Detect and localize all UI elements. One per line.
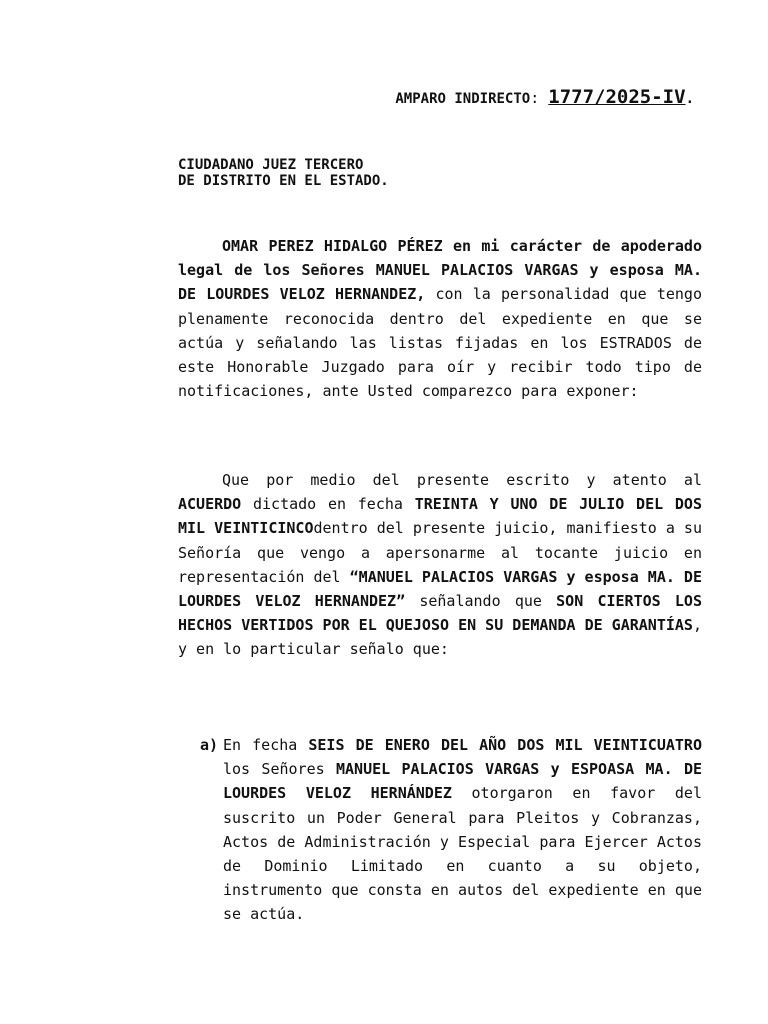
item-bold-date: SEIS DE ENERO DEL AÑO DOS MIL VEINTICUATRO: [308, 736, 702, 754]
statement-bold-date: TREINTA Y UNO DE JULIO DEL DOS MIL VEINTICINCO: [178, 495, 702, 538]
list-item-content: [223, 733, 702, 927]
statement-bold-claim: SON CIERTOS LOS HECHOS VERTIDOS POR EL QUEJOSO EN SU DEMANDA DE GARANTÍAS: [178, 592, 702, 635]
statement-bold-parties: “MANUEL PALACIOS VARGAS y esposa MA. DE LOURDES VELOZ HERNANDEZ”: [178, 567, 702, 611]
case-reference: [395, 86, 694, 108]
list-item-a: [200, 733, 702, 927]
case-separator: :: [530, 89, 540, 107]
statement-text-1: Que por medio del presente escrito y atento al: [222, 471, 702, 489]
case-number: 1777/2025-IV: [548, 86, 686, 108]
addressee-line-2: DE DISTRITO EN EL ESTADO.: [178, 173, 389, 189]
statement-text-4: señalando que: [405, 592, 557, 611]
paragraph-statement: [178, 468, 702, 662]
statement-text-5: , y en lo particular señalo que:: [178, 616, 702, 659]
list-marker: a): [200, 736, 219, 754]
case-label: AMPARO INDIRECTO: [395, 91, 531, 107]
item-text-2: los Señores: [223, 760, 336, 779]
addressee-block: [178, 157, 389, 189]
statement-text-3: dentro del presente juicio, manifiesto a su Señoría que vengo a apersonarme al tocante juicio en representación del: [178, 519, 702, 586]
addressee-line-1: CIUDADANO JUEZ TERCERO: [178, 157, 364, 173]
paragraph-intro-bold: OMAR PEREZ HIDALGO PÉREZ en mi carácter de apoderado legal de los Señores MANUEL PALACIOS VARGAS y esposa MA. DE LOURDES VELOZ HERNANDEZ,: [178, 237, 702, 304]
case-suffix: .: [685, 91, 694, 107]
paragraph-intro-text: con la personalidad que tengo plenamente reconocida dentro del expediente en que se actúa y señalando las listas fijadas en los ESTRADOS de este Honorable Juzgado para oír y recibir todo tipo de notificaciones, ante Usted comparezco para exponer:: [178, 285, 702, 401]
item-text-3: otorgaron en favor del suscrito un Poder General para Pleitos y Cobranzas, Actos de Administración y Especial para Ejercer Actos de Dominio Limitado en cuanto a su objeto, instrumento que consta en autos del expediente en que se actúa.: [223, 784, 702, 924]
statement-text-2: dictado en fecha: [241, 495, 415, 514]
paragraph-intro: [178, 234, 702, 403]
statement-bold-acuerdo: ACUERDO: [178, 495, 242, 514]
item-bold-parties: MANUEL PALACIOS VARGAS y ESPOASA MA. DE LOURDES VELOZ HERNÁNDEZ: [223, 760, 703, 803]
item-text-1: En fecha: [223, 736, 309, 754]
